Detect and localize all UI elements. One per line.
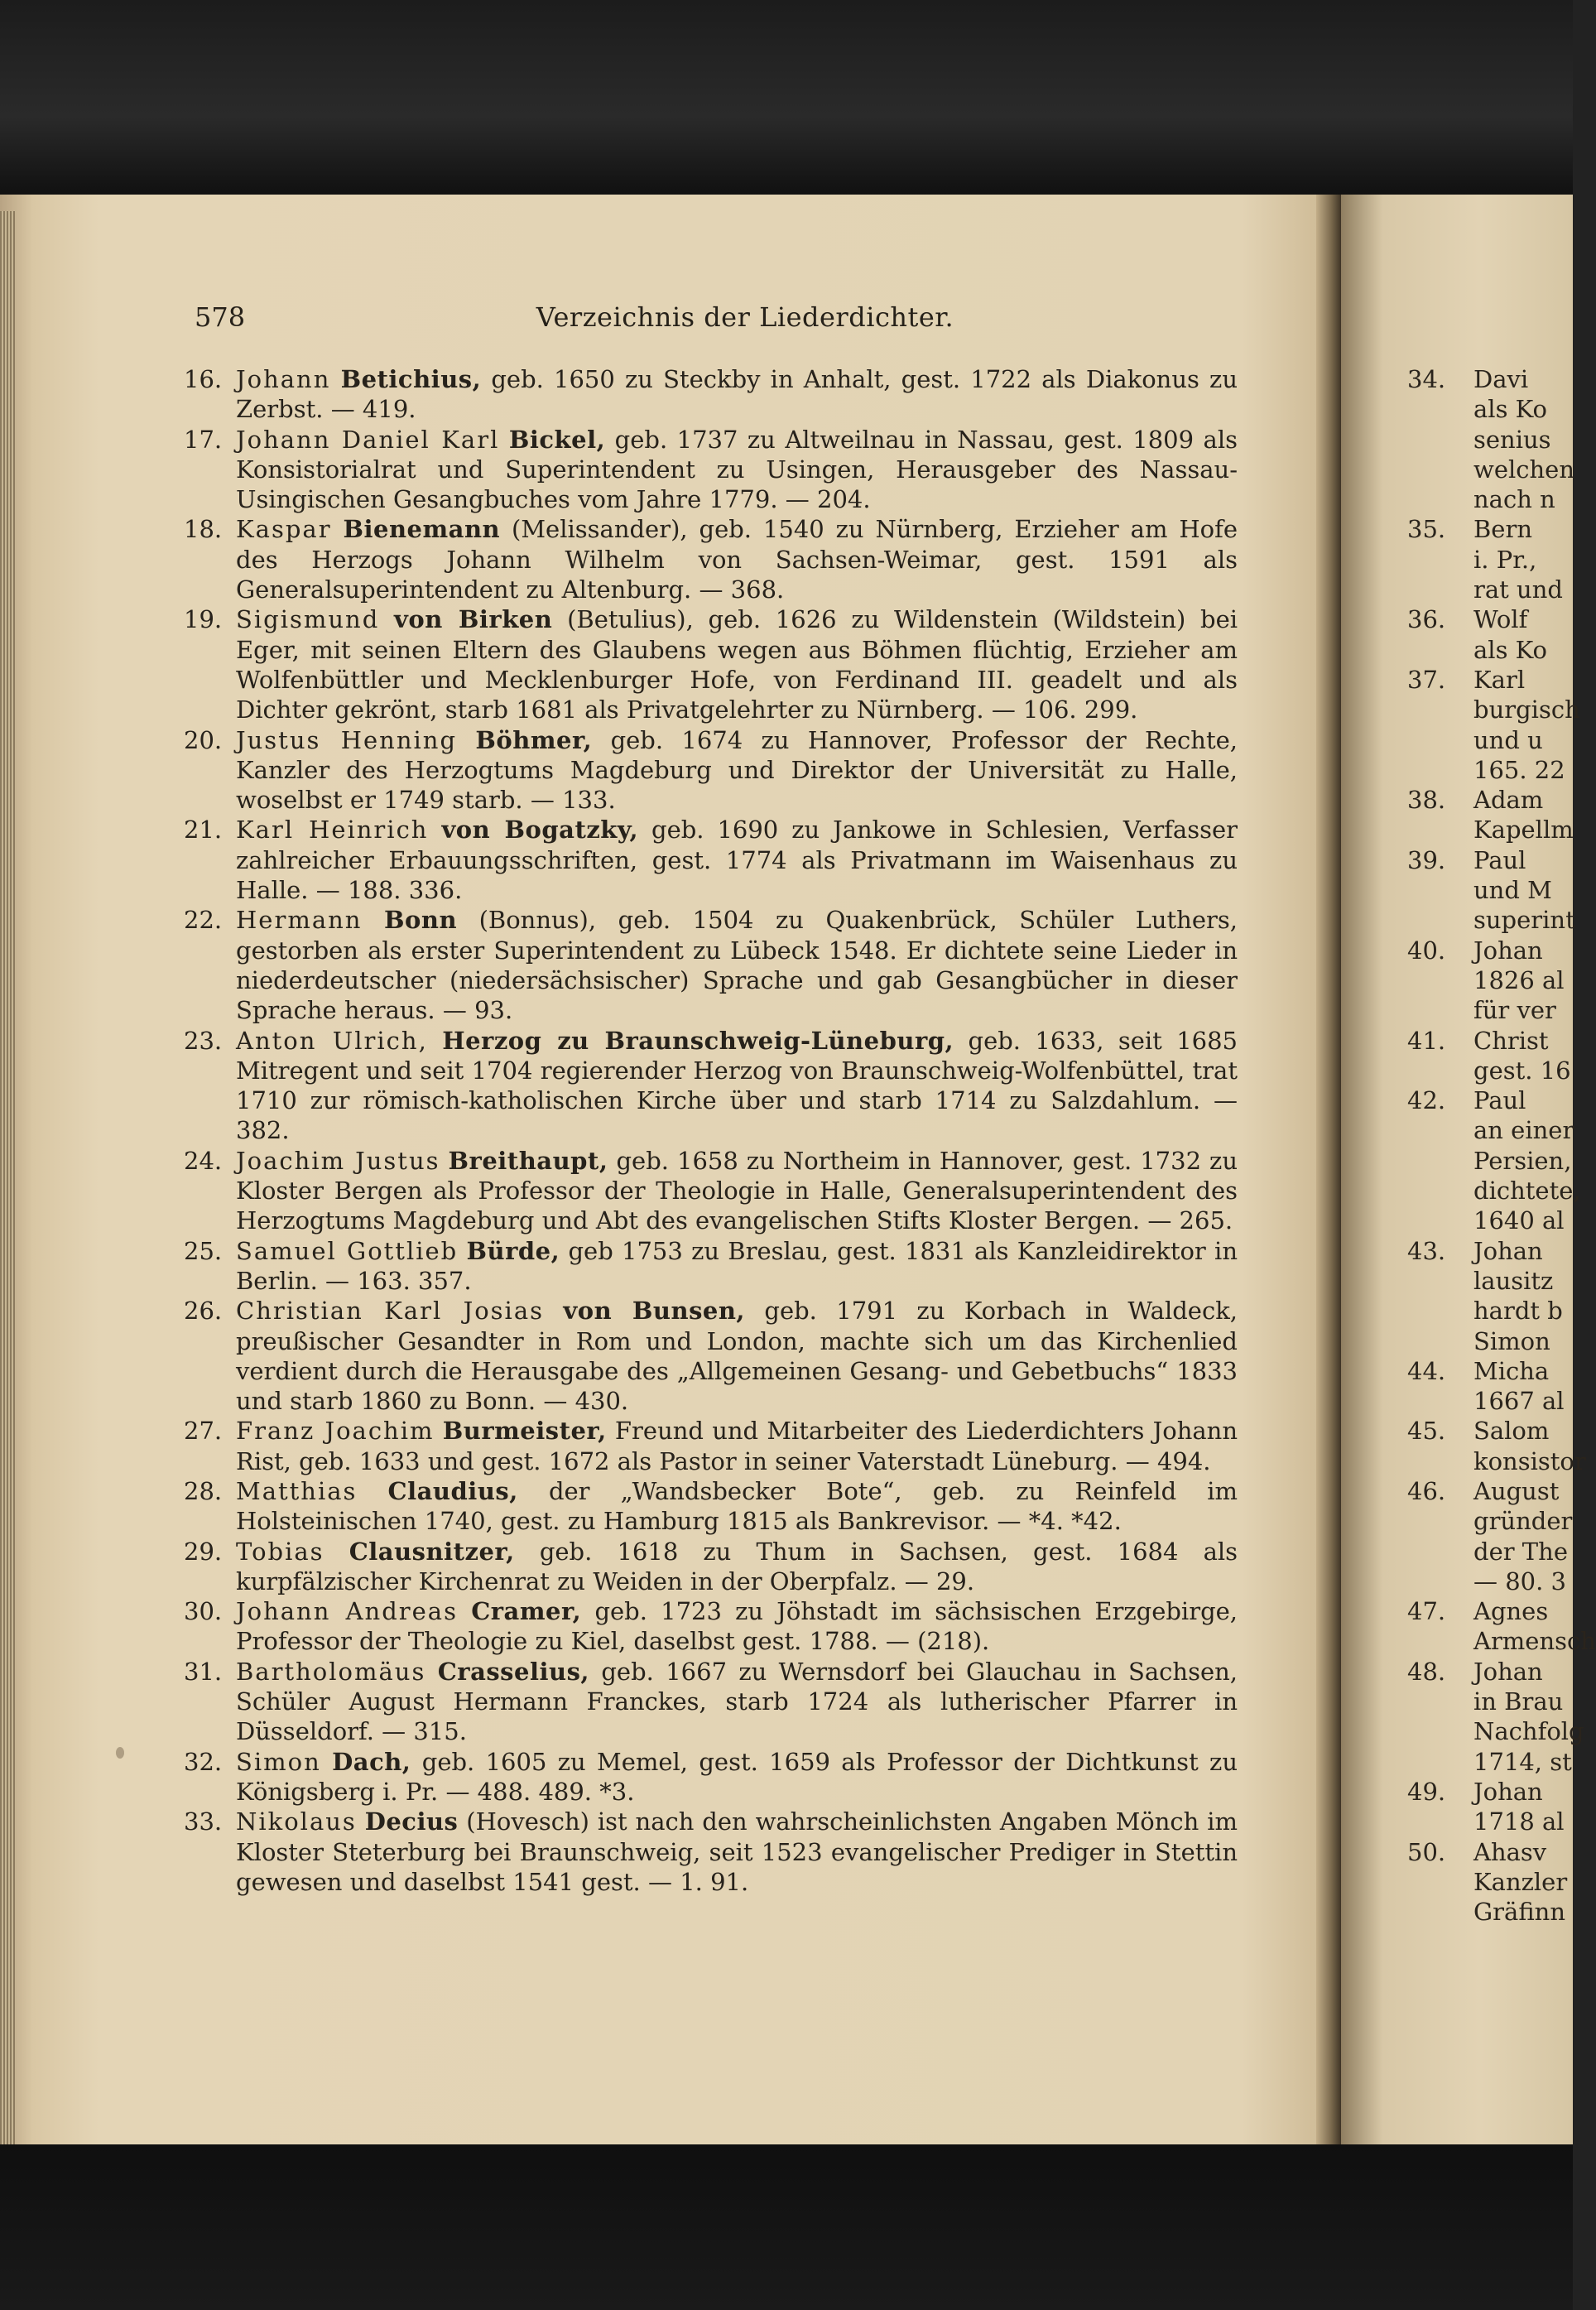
right-entry-text: Nachfolg	[1473, 1717, 1584, 1746]
right-entry-text: Micha	[1473, 1356, 1550, 1385]
right-entry-text: burgisch	[1473, 695, 1580, 724]
right-entry-text: rat und	[1473, 575, 1563, 604]
right-page-line	[1407, 965, 1589, 995]
entry-surname: von Bogatzky,	[441, 816, 639, 845]
right-entry-text: an einer	[1473, 1116, 1574, 1145]
entry-number: 26.	[184, 1297, 223, 1326]
biography-entry	[184, 1296, 1238, 1416]
right-entry-text: gest. 16	[1473, 1056, 1571, 1085]
right-entry-text: 165. 22	[1473, 755, 1565, 784]
right-entry-text: Paul	[1473, 845, 1526, 874]
entry-text: Freund und Mitarbeiter des Liederdichters Johann Rist, geb. 1633 und gest. 1672 als Pastor in seiner Vaterstadt Lüneburg. — 494.	[236, 1417, 1238, 1475]
scan-background-top	[0, 0, 1573, 195]
entry-surname: Bonn	[384, 906, 458, 935]
right-page-line	[1407, 635, 1589, 665]
right-page-line	[1407, 364, 1589, 394]
entry-number: 27.	[184, 1417, 223, 1446]
right-entry-text: — 80. 3	[1473, 1566, 1567, 1595]
right-entry-text: Christ	[1473, 1026, 1549, 1055]
biography-entry	[184, 1026, 1238, 1146]
biography-entry	[184, 1657, 1238, 1747]
entry-given-name: Simon	[236, 1747, 321, 1776]
entry-surname: Claudius,	[387, 1476, 518, 1505]
entry-text: geb. 1618 zu Thum in Sachsen, gest. 1684 als kurpfälzischer Kirchenrat zu Weiden in der Oberpfalz. — 29.	[236, 1537, 1238, 1595]
biography-entry	[184, 1537, 1238, 1597]
right-entry-number: 36.	[1407, 605, 1446, 634]
entry-surname: Dach,	[332, 1747, 411, 1776]
right-page-line	[1407, 755, 1589, 785]
entry-given-name: Hermann	[236, 906, 363, 935]
right-page-line	[1407, 1747, 1589, 1777]
right-entry-text: für ver	[1473, 996, 1556, 1025]
entry-given-name: Bartholomäus	[236, 1657, 426, 1686]
right-page-line	[1407, 1115, 1589, 1145]
right-entry-text: 1714, st	[1473, 1747, 1572, 1776]
entry-surname: Breithaupt,	[448, 1146, 608, 1175]
scan-background-bottom	[0, 2144, 1573, 2310]
entry-number: 18.	[184, 515, 223, 544]
entry-given-name: Johann	[236, 365, 331, 393]
page-number: 578	[195, 301, 246, 333]
right-page-line	[1407, 1386, 1589, 1416]
right-entry-text: welchen	[1473, 455, 1575, 484]
right-entry-text: Ahasv	[1473, 1837, 1547, 1866]
right-page-line	[1407, 875, 1589, 905]
entry-text: geb. 1791 zu Korbach in Waldeck, preußischer Gesandter in Rom und London, machte sich um das Kirchenlied verdient durch die Herausgabe des „Allgemeinen Gesang- und Gebetbuchs“ 1833 und starb 1860 zu Bonn. — 430.	[236, 1297, 1238, 1416]
biography-entry	[184, 1747, 1238, 1807]
entry-surname: Cramer,	[471, 1597, 582, 1626]
entry-text: geb. 1723 zu Jöhstadt im sächsischen Erzgebirge, Professor der Theologie zu Kiel, daselbst gest. 1788. — (218).	[236, 1597, 1238, 1656]
biography-entry	[184, 905, 1238, 1025]
entry-given-name: Matthias	[236, 1476, 358, 1505]
entry-given-name: Johann Andreas	[236, 1597, 458, 1626]
entry-text: geb. 1737 zu Altweilnau in Nassau, gest. 1809 als Konsistorialrat und Superintendent zu Usingen, Herausgeber des Nassau-Usingischen Gesangbuches vom Jahre 1779. — 204.	[236, 425, 1238, 514]
right-entry-text: Karl	[1473, 665, 1526, 694]
right-entry-number: 37.	[1407, 665, 1446, 694]
entry-text: (Melissander), geb. 1540 zu Nürnberg, Erzieher am Hofe des Herzogs Johann Wilhelm von Sachsen-Weimar, gest. 1591 als Generalsuperintendent zu Altenburg. — 368.	[236, 515, 1238, 604]
right-page-line	[1407, 514, 1589, 544]
right-page-line	[1407, 785, 1589, 815]
right-entry-text: Johan	[1473, 936, 1543, 965]
page-header	[170, 301, 1320, 343]
biography-entry	[184, 604, 1238, 724]
right-page-line	[1407, 1176, 1589, 1206]
entry-number: 24.	[184, 1146, 223, 1175]
right-page-line	[1407, 1056, 1589, 1085]
entry-given-name: Johann Daniel Karl	[236, 425, 500, 454]
right-entry-text: Johan	[1473, 1236, 1543, 1265]
right-entry-number: 48.	[1407, 1657, 1446, 1686]
right-page-line	[1407, 1506, 1589, 1536]
entry-number: 17.	[184, 425, 223, 454]
entry-given-name: Tobias	[236, 1537, 324, 1566]
entry-text: geb. 1633, seit 1685 Mitregent und seit 1704 regierender Herzog von Braunschweig-Wolfenbüttel, trat 1710 zur römisch-katholischen Kirche über und starb 1714 zu Salzdahlum. — 382.	[236, 1026, 1238, 1145]
right-entry-text: Johan	[1473, 1657, 1543, 1686]
right-entry-text: konsistor	[1473, 1446, 1586, 1475]
right-page-line	[1407, 936, 1589, 965]
entry-surname: Clausnitzer,	[349, 1537, 515, 1566]
entry-number: 22.	[184, 906, 223, 935]
right-entry-text: dichtete,	[1473, 1177, 1581, 1206]
entry-surname: Herzog zu Braunschweig-Lüneburg,	[442, 1026, 954, 1055]
right-page-line	[1407, 604, 1589, 634]
entry-surname: Bienemann	[343, 515, 501, 544]
right-page-line	[1407, 1596, 1589, 1626]
book-gutter	[1316, 195, 1341, 2144]
right-page-line	[1407, 1326, 1589, 1356]
biography-entry	[184, 514, 1238, 604]
entry-number: 20.	[184, 725, 223, 754]
right-entry-text: Wolf	[1473, 605, 1528, 634]
right-page-line	[1407, 995, 1589, 1025]
biography-entry	[184, 1476, 1238, 1537]
right-entry-number: 39.	[1407, 845, 1446, 874]
right-page-line	[1407, 394, 1589, 424]
right-entry-number: 40.	[1407, 936, 1446, 965]
right-page-line	[1407, 815, 1589, 845]
right-entry-text: August	[1473, 1476, 1560, 1505]
right-entry-number: 42.	[1407, 1086, 1446, 1115]
entry-surname: Crasselius,	[437, 1657, 589, 1686]
right-entry-text: 1640 al	[1473, 1206, 1565, 1235]
biography-entry	[184, 725, 1238, 816]
entry-number: 19.	[184, 605, 223, 634]
ink-smudge	[116, 1747, 124, 1759]
right-page-line	[1407, 1026, 1589, 1056]
right-entry-text: hardt b	[1473, 1297, 1563, 1326]
entry-surname: Decius	[364, 1807, 459, 1836]
entry-surname: Burmeister,	[442, 1417, 607, 1446]
right-entry-text: als Ko	[1473, 635, 1548, 664]
right-page-line	[1407, 1687, 1589, 1716]
right-page-line	[1407, 425, 1589, 455]
right-page-line	[1407, 1626, 1596, 1656]
right-entry-number: 35.	[1407, 515, 1446, 544]
entry-surname: Bürde,	[466, 1236, 560, 1265]
page-edges	[0, 211, 15, 2144]
right-entry-number: 43.	[1407, 1236, 1446, 1265]
right-page-line	[1407, 665, 1589, 695]
right-page-line	[1407, 1085, 1589, 1115]
entry-given-name: Samuel Gottlieb	[236, 1236, 459, 1265]
biography-entry	[184, 425, 1238, 515]
biography-entry	[184, 815, 1238, 905]
entry-surname: von Birken	[394, 605, 553, 634]
right-entry-text: in Brau	[1473, 1687, 1564, 1716]
entry-list	[184, 364, 1238, 1897]
entry-given-name: Sigismund	[236, 605, 380, 634]
entry-number: 31.	[184, 1657, 223, 1686]
entry-given-name: Kaspar	[236, 515, 332, 544]
entry-text: geb. 1658 zu Northeim in Hannover, gest. 1732 zu Kloster Bergen als Professor der Theologie in Halle, Generalsuperintendent des Herzogtums Magdeburg und Abt des evangelischen Stifts Kloster Bergen. — 265.	[236, 1146, 1238, 1235]
right-entry-text: Kapellm	[1473, 816, 1574, 845]
right-page-line	[1407, 1716, 1589, 1746]
right-entry-text: Armensch	[1473, 1627, 1596, 1656]
right-page-line	[1407, 575, 1589, 604]
biography-entry	[184, 1596, 1238, 1657]
right-entry-number: 47.	[1407, 1597, 1446, 1626]
right-entry-text: 1667 al	[1473, 1387, 1565, 1416]
right-entry-text: Johan	[1473, 1777, 1543, 1806]
biography-entry	[184, 1416, 1238, 1476]
right-entry-text: gründer	[1473, 1507, 1573, 1536]
entry-text: der „Wandsbecker Bote“, geb. zu Reinfeld im Holsteinischen 1740, gest. zu Hamburg 1815 als Bankrevisor. — *4. *42.	[236, 1476, 1238, 1536]
entry-number: 29.	[184, 1537, 223, 1566]
right-entry-number: 45.	[1407, 1417, 1446, 1446]
biography-entry	[184, 1807, 1238, 1897]
entry-number: 33.	[184, 1807, 223, 1836]
right-entry-text: superint	[1473, 906, 1575, 935]
right-entry-number: 41.	[1407, 1026, 1446, 1055]
right-page-line	[1407, 1446, 1589, 1476]
right-page-line	[1407, 455, 1589, 484]
entry-text: geb 1753 zu Breslau, gest. 1831 als Kanzleidirektor in Berlin. — 163. 357.	[236, 1236, 1238, 1295]
right-entry-text: 1718 al	[1473, 1807, 1565, 1836]
right-page-line	[1407, 484, 1589, 514]
entry-given-name: Karl Heinrich	[236, 816, 429, 845]
right-entry-number: 34.	[1407, 365, 1446, 393]
entry-given-name: Justus Henning	[236, 725, 458, 754]
right-entry-text: der The	[1473, 1537, 1568, 1566]
right-entry-text: Agnes	[1473, 1597, 1549, 1626]
entry-surname: von Bunsen,	[563, 1297, 746, 1326]
right-page-line	[1407, 695, 1589, 724]
right-entry-text: nach n	[1473, 485, 1555, 514]
entry-text: (Betulius), geb. 1626 zu Wildenstein (Wildstein) bei Eger, mit seinen Eltern des Glaubens wegen aus Böhmen flüchtig, Erzieher am Wolfenbüttler und Mecklenburger Hofe, von Ferdinand III. geadelt und als Dichter gekrönt, starb 1681 als Privatgelehrter zu Nürnberg. — 106. 299.	[236, 605, 1238, 724]
right-page-line	[1407, 1416, 1589, 1446]
right-page-line	[1407, 1807, 1589, 1836]
entry-number: 30.	[184, 1597, 223, 1626]
entry-number: 28.	[184, 1476, 223, 1505]
right-page-line	[1407, 1206, 1589, 1235]
entry-number: 21.	[184, 816, 223, 845]
entry-given-name: Nikolaus	[236, 1807, 357, 1836]
entry-number: 16.	[184, 365, 223, 393]
right-entry-text: Adam	[1473, 786, 1544, 815]
right-entry-text: Gräfinn	[1473, 1898, 1566, 1927]
right-entry-number: 49.	[1407, 1777, 1446, 1806]
right-entry-number: 44.	[1407, 1356, 1446, 1385]
right-page-line	[1407, 1296, 1589, 1326]
entry-surname: Bickel,	[508, 425, 606, 454]
entry-surname: Betichius,	[340, 365, 482, 393]
entry-number: 25.	[184, 1236, 223, 1265]
right-page-line	[1407, 725, 1589, 755]
entry-number: 32.	[184, 1747, 223, 1776]
entry-text: geb. 1667 zu Wernsdorf bei Glauchau in Sachsen, Schüler August Hermann Franckes, starb 1724 als lutherischer Pfarrer in Düsseldorf. — 315.	[236, 1657, 1238, 1746]
entry-given-name: Joachim Justus	[236, 1146, 440, 1175]
right-entry-text: Paul	[1473, 1086, 1526, 1115]
entry-given-name: Anton Ulrich,	[236, 1026, 428, 1055]
right-entry-number: 46.	[1407, 1476, 1446, 1505]
right-entry-text: und M	[1473, 876, 1552, 905]
entry-surname: Böhmer,	[475, 725, 593, 754]
right-page-line	[1407, 905, 1589, 935]
right-page-line	[1407, 545, 1589, 575]
right-entry-text: senius	[1473, 425, 1551, 454]
entry-text: geb. 1690 zu Jankowe in Schlesien, Verfasser zahlreicher Erbauungsschriften, gest. 1774 als Privatmann im Waisenhaus zu Halle. — 188. 336.	[236, 816, 1238, 905]
right-page-line	[1407, 1657, 1589, 1687]
right-entry-text: Persien,	[1473, 1146, 1572, 1175]
biography-entry	[184, 1236, 1238, 1297]
entry-text: (Bonnus), geb. 1504 zu Quakenbrück, Schüler Luthers, gestorben als erster Superintendent zu Lübeck 1548. Er dichtete seine Lieder in niederdeutscher (niedersächsischer) Sprache und gab Gesangbücher in dieser Sprache heraus. — 93.	[236, 906, 1238, 1025]
right-entry-text: lausitz	[1473, 1266, 1554, 1295]
right-page-line	[1407, 1236, 1589, 1266]
right-entry-text: 1826 al	[1473, 965, 1565, 994]
right-entry-number: 50.	[1407, 1837, 1446, 1866]
entry-given-name: Christian Karl Josias	[236, 1297, 545, 1326]
right-page-line	[1407, 845, 1589, 875]
right-page-entry-fragments	[1407, 364, 1596, 1927]
running-title: Verzeichnis der Liederdichter.	[536, 301, 954, 333]
right-entry-text: i. Pr.,	[1473, 545, 1537, 574]
right-page-line	[1407, 1837, 1589, 1867]
right-entry-number: 38.	[1407, 786, 1446, 815]
entry-text: geb. 1674 zu Hannover, Professor der Rechte, Kanzler des Herzogtums Magdeburg und Direktor der Universität zu Halle, woselbst er 1749 starb. — 133.	[236, 725, 1238, 815]
right-page-line	[1407, 1537, 1589, 1566]
right-entry-text: Davi	[1473, 365, 1529, 393]
right-entry-text: Simon	[1473, 1326, 1550, 1355]
entry-text: geb. 1650 zu Steckby in Anhalt, gest. 1722 als Diakonus zu Zerbst. — 419.	[236, 365, 1238, 424]
entry-given-name: Franz Joachim	[236, 1417, 435, 1446]
right-page-line	[1407, 1897, 1589, 1927]
right-entry-text: Salom	[1473, 1417, 1550, 1446]
right-entry-text: Bern	[1473, 515, 1533, 544]
right-page-line	[1407, 1566, 1589, 1596]
biography-entry	[184, 1146, 1238, 1236]
biography-entry	[184, 364, 1238, 425]
right-entry-text: als Ko	[1473, 395, 1548, 424]
entry-number: 23.	[184, 1026, 223, 1055]
right-page-line	[1407, 1867, 1589, 1897]
entry-text: geb. 1605 zu Memel, gest. 1659 als Professor der Dichtkunst zu Königsberg i. Pr. — 488. 489. *3.	[236, 1747, 1238, 1806]
right-page-line	[1407, 1266, 1589, 1296]
right-page-line	[1407, 1146, 1589, 1176]
right-entry-text: Kanzler	[1473, 1867, 1568, 1896]
right-entry-text: und u	[1473, 725, 1543, 754]
right-page-line	[1407, 1476, 1589, 1506]
entry-text: (Hovesch) ist nach den wahrscheinlichsten Angaben Mönch im Kloster Steterburg bei Braunschweig, seit 1523 evangelischer Prediger in Stettin gewesen und daselbst 1541 gest. — 1. 91.	[236, 1807, 1238, 1896]
right-page-line	[1407, 1356, 1589, 1386]
right-page-line	[1407, 1777, 1589, 1807]
